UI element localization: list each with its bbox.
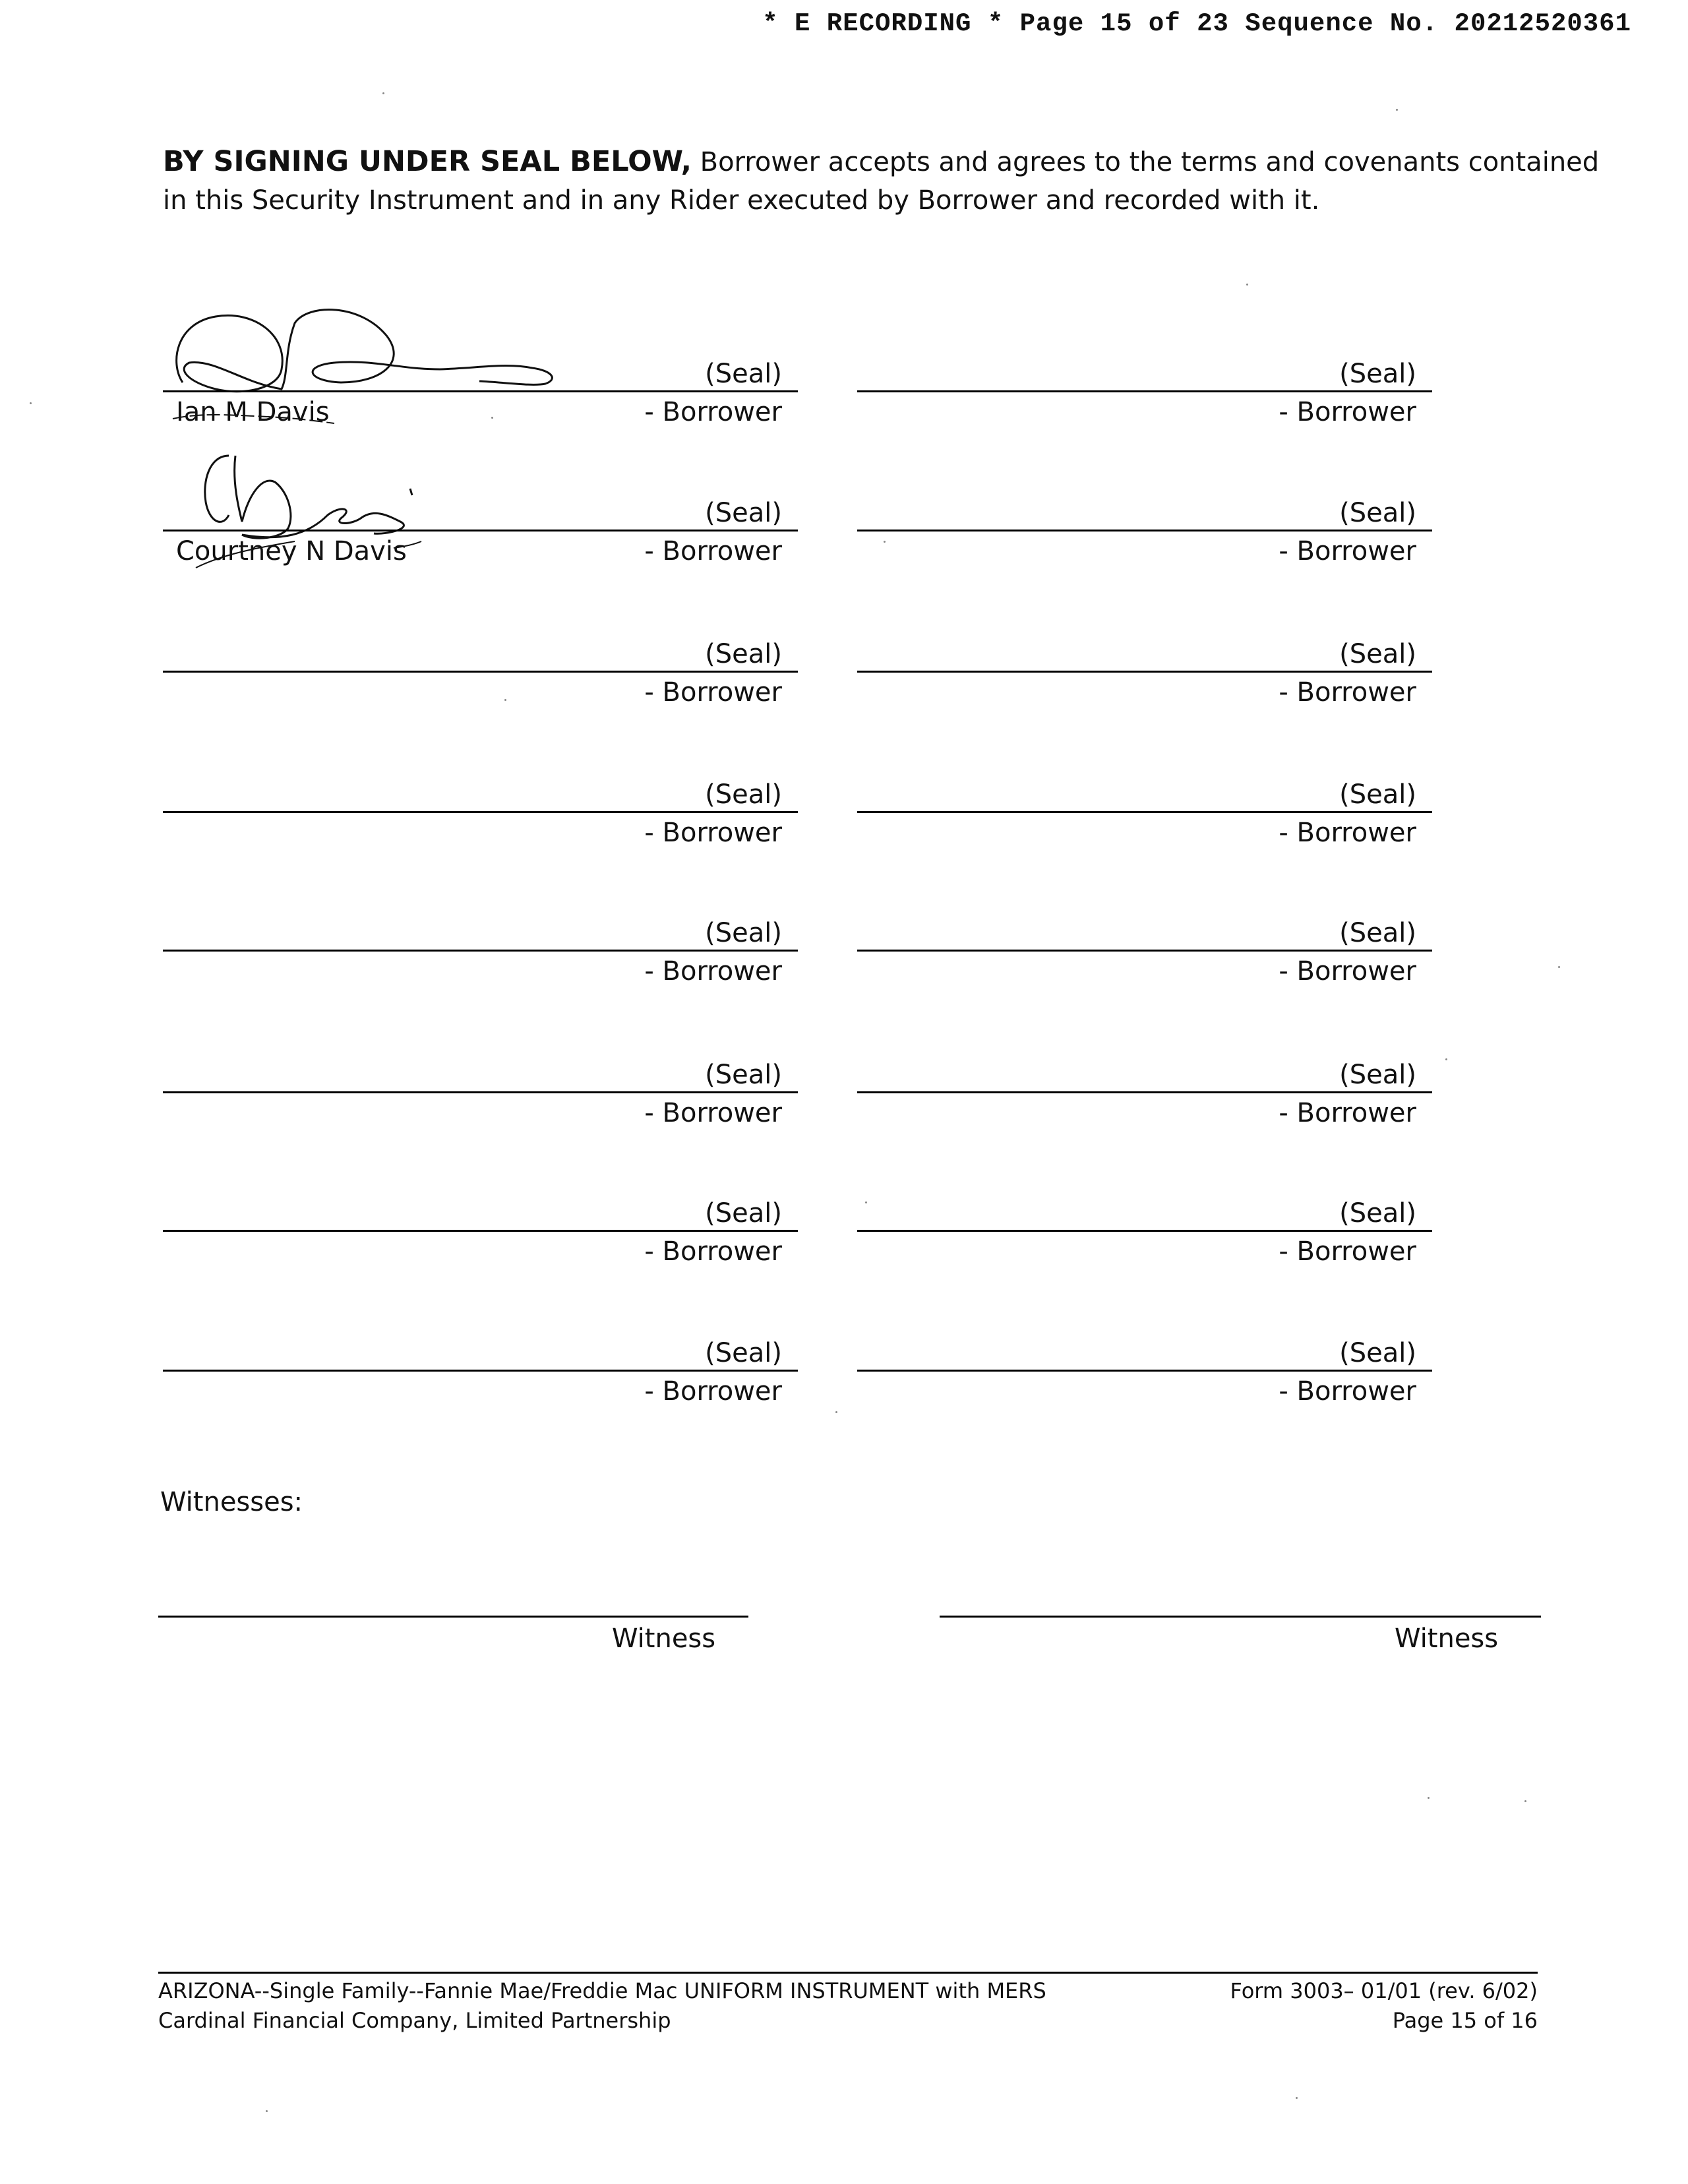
- scan-speck: [491, 417, 493, 419]
- signature-block-empty: [857, 1189, 1432, 1268]
- seal-label: (Seal): [705, 498, 782, 528]
- signature-block-empty: [857, 349, 1432, 429]
- witness-line-right: [940, 1616, 1541, 1618]
- scan-speck: [1246, 284, 1248, 286]
- scan-speck: [1396, 109, 1398, 111]
- scan-speck: [884, 541, 886, 543]
- signature-block-ian-davis: [163, 349, 798, 429]
- signature-block-courtney-davis: [163, 489, 798, 568]
- scan-speck: [1445, 1058, 1447, 1060]
- scan-speck: [1558, 966, 1560, 968]
- borrower-label: - Borrower: [644, 397, 782, 427]
- borrower-label: - Borrower: [1279, 536, 1416, 566]
- seal-label: (Seal): [1339, 779, 1416, 810]
- seal-label: (Seal): [1339, 639, 1416, 669]
- signature-block-empty: [163, 1189, 798, 1268]
- signature-line: [163, 390, 798, 392]
- scan-speck: [30, 402, 32, 404]
- seal-label: (Seal): [705, 359, 782, 389]
- signature-line: [163, 950, 798, 952]
- signature-line: [857, 671, 1432, 673]
- seal-label: (Seal): [1339, 359, 1416, 389]
- signature-block-empty: [857, 909, 1432, 988]
- borrower-label: - Borrower: [644, 1098, 782, 1128]
- borrower-label: - Borrower: [1279, 677, 1416, 708]
- page-number: Page 15 of 16: [1392, 2008, 1538, 2033]
- signing-statement: [163, 142, 1627, 220]
- signature-block-empty: [163, 1050, 798, 1130]
- seal-label: (Seal): [705, 779, 782, 810]
- borrower-label: - Borrower: [644, 956, 782, 986]
- form-footer: [158, 1972, 1538, 2033]
- witness-label-right: Witness: [1395, 1623, 1499, 1654]
- signing-statement-lead: BY SIGNING UNDER SEAL BELOW,: [163, 145, 692, 178]
- form-number: Form 3003– 01/01 (rev. 6/02): [1230, 1978, 1538, 2003]
- signature-line: [163, 1230, 798, 1232]
- seal-label: (Seal): [705, 1338, 782, 1368]
- signature-block-empty: [163, 770, 798, 849]
- signature-block-empty: [163, 909, 798, 988]
- signature-block-empty: [857, 489, 1432, 568]
- signature-block-empty: [857, 1329, 1432, 1408]
- seal-label: (Seal): [1339, 1338, 1416, 1368]
- seal-label: (Seal): [1339, 918, 1416, 948]
- borrower-label: - Borrower: [1279, 1236, 1416, 1267]
- scan-speck: [382, 92, 384, 94]
- seal-label: (Seal): [705, 1198, 782, 1228]
- seal-label: (Seal): [705, 639, 782, 669]
- signature-line: [857, 1230, 1432, 1232]
- seal-label: (Seal): [1339, 1198, 1416, 1228]
- footer-left: [158, 1976, 1046, 2036]
- signature-line: [857, 1370, 1432, 1372]
- signature-line: [163, 671, 798, 673]
- borrower-label: - Borrower: [644, 536, 782, 566]
- borrower-label: - Borrower: [1279, 1376, 1416, 1407]
- recording-header: * E RECORDING * Page 15 of 23 Sequence No. 20212520361: [762, 9, 1631, 38]
- signer-name-ian-davis: Ian M Davis: [176, 397, 330, 427]
- signature-line: [163, 811, 798, 813]
- scan-speck: [865, 1201, 867, 1203]
- witness-line-left: [158, 1616, 748, 1618]
- signing-statement-text: Borrower accepts and agrees to the terms and covenants contained in this Security Instrument and in any Rider executed by Borrower and recorded with it.: [163, 147, 1600, 216]
- scan-speck: [1524, 1800, 1526, 1802]
- borrower-label: - Borrower: [644, 818, 782, 848]
- signature-block-empty: [163, 630, 798, 709]
- form-title: ARIZONA--Single Family--Fannie Mae/Freddie Mac UNIFORM INSTRUMENT with MERS: [158, 1978, 1046, 2003]
- footer-right: [1230, 1976, 1538, 2036]
- signature-block-empty: [857, 1050, 1432, 1130]
- signature-line: [857, 530, 1432, 531]
- signature-line: [857, 390, 1432, 392]
- scan-speck: [1428, 1797, 1430, 1799]
- seal-label: (Seal): [705, 918, 782, 948]
- signer-name-courtney-davis: Courtney N Davis: [176, 536, 407, 566]
- seal-label: (Seal): [1339, 1060, 1416, 1090]
- signature-block-empty: [163, 1329, 798, 1408]
- signature-line: [163, 530, 798, 531]
- seal-label: (Seal): [1339, 498, 1416, 528]
- scan-speck: [1296, 2097, 1298, 2099]
- scan-speck: [266, 2110, 268, 2112]
- lender-name: Cardinal Financial Company, Limited Partnership: [158, 2008, 671, 2033]
- signature-line: [163, 1091, 798, 1093]
- borrower-label: - Borrower: [1279, 956, 1416, 986]
- borrower-label: - Borrower: [1279, 818, 1416, 848]
- witness-label-left: Witness: [612, 1623, 716, 1654]
- scan-speck: [835, 1411, 837, 1413]
- signature-line: [857, 1091, 1432, 1093]
- borrower-label: - Borrower: [644, 1376, 782, 1407]
- borrower-label: - Borrower: [1279, 1098, 1416, 1128]
- scan-speck: [504, 699, 506, 701]
- borrower-label: - Borrower: [644, 1236, 782, 1267]
- signature-block-empty: [857, 630, 1432, 709]
- witnesses-heading: Witnesses:: [160, 1487, 303, 1517]
- borrower-label: - Borrower: [644, 677, 782, 708]
- signature-block-empty: [857, 770, 1432, 849]
- signature-line: [163, 1370, 798, 1372]
- borrower-label: - Borrower: [1279, 397, 1416, 427]
- signature-line: [857, 811, 1432, 813]
- signature-line: [857, 950, 1432, 952]
- seal-label: (Seal): [705, 1060, 782, 1090]
